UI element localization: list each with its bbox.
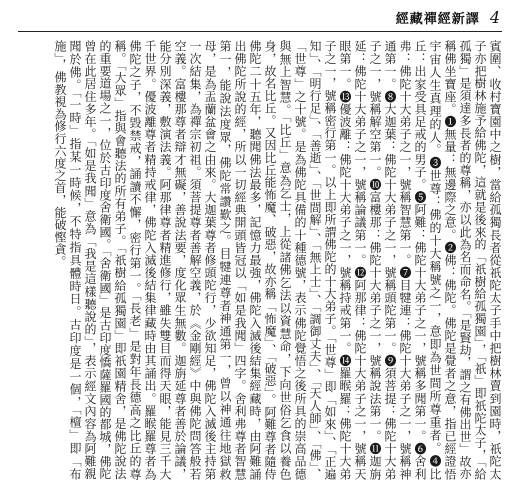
page-number: 4 — [489, 7, 500, 27]
body-paragraph: 賓圍、收村寶園中之樹，當給孤獨長者從祇陀太子手中把樹林賣到園時，祇陀太子亦把樹林施予給佛陀，這就是後來的「祇樹給孤獨園」，「祇」即祇陀太子，「給孤獨」是須達多長者的尊稱，亦以此為名而命名。「是賢劫，謂之有佛出世」故亦稱佛坐寶座。❶無量：無邊際之意。❷佛：佛陀。佛陀是覺者之意，指已經證悟宇宙人生真理的人。❸世尊：佛的十大稱號之一，意即為世間所尊重者。❹比丘：出家受具足戒的男子。❺阿難：佛陀十大弟子之一，號稱多聞第一。❻舍利弗：佛陀十大弟子之一，號稱智慧第一。❼目犍連：佛陀十大弟子之一，號稱神通第一。❽大迦葉：佛陀十大弟子之一，號稱頭陀第一。❾須菩提：佛陀十大弟子之一，號稱解空第一。❿富樓那：佛陀十大弟子之一，號稱說法第一。⓫迦旃延：佛陀十大弟子之一，號稱論議第一。⓬阿那律：佛陀十大弟子之一，號稱天眼第一。⓭優波離：佛陀十大弟子之一，號稱持戒第一。⓮羅睺羅：佛陀十大弟子之一，號稱密行第一。以上即所謂佛陀的十大弟子。「世尊」即「如來」、「正遍知」、「明行足」、「善逝」、「世間解」、「無上士」、「調御丈夫」、「天人師」、「佛」、「世尊」之十號。是為佛陀具備的十種德號，表示佛陀覺悟之後所具的崇高品德與無上智慧。「比丘」意為乞士，上從諸佛乞法以資慧命，下向世俗乞食以養色身，故名比丘。又因比丘能怖魔、破惡，故亦稱「怖魔」、「破惡」。阿難尊者隨侍佛陀二十五年，聽聞佛法最多，記憶力最強，佛陀入滅後結集經藏時，由阿難誦出佛陀所說的經，所以一切經典開頭皆冠以「如是我聞」四字。舍利弗尊者智慧第一，能說法度眾，佛陀常讚歎之。目犍連尊者神通第一，曾以神通往地獄救母，是為盂蘭盆會之由來。大迦葉尊者修頭陀行，少欲知足，佛陀入滅後主持第一次結集，為禪宗初祖。須菩提尊者善解空義，於《金剛經》中與佛陀問答般若空義。富樓那尊者辯才無礙，善說法要，度化眾生無數。迦旃延尊者善於論議，能分別深義，敷演法義。阿那律尊者精進修行，雖失雙目而得天眼，能見三千大千世界。優波離尊者精持戒律，佛陀入滅後結集律藏時由其誦出。羅睺羅尊者為佛陀之子，不毀禁戒，誦讀不懈，密行第一。「長老」是對年長德高之比丘的尊稱。「大眾」指與會聽法的所有弟子。「祇樹給孤獨園」即祇園精舍，是佛陀說法的重要道場之一，位於古印度舍衛國。「舍衛國」是古印度憍薩羅國的都城，佛陀曾在此居住多年。「如是我聞」意為「我是這樣聽說的」，表示經文內容為阿難親聞於佛。「一時」指某一時候，不特指具體時日。古印度是一個，「檀」即「布施」，佛教視為修行六度之首，能破慳貪。 — [53, 40, 502, 480]
body-text-block — [18, 40, 502, 480]
header-rule — [18, 31, 502, 32]
running-title: 經藏禪經新譯 — [395, 11, 480, 27]
page-header — [360, 6, 500, 28]
